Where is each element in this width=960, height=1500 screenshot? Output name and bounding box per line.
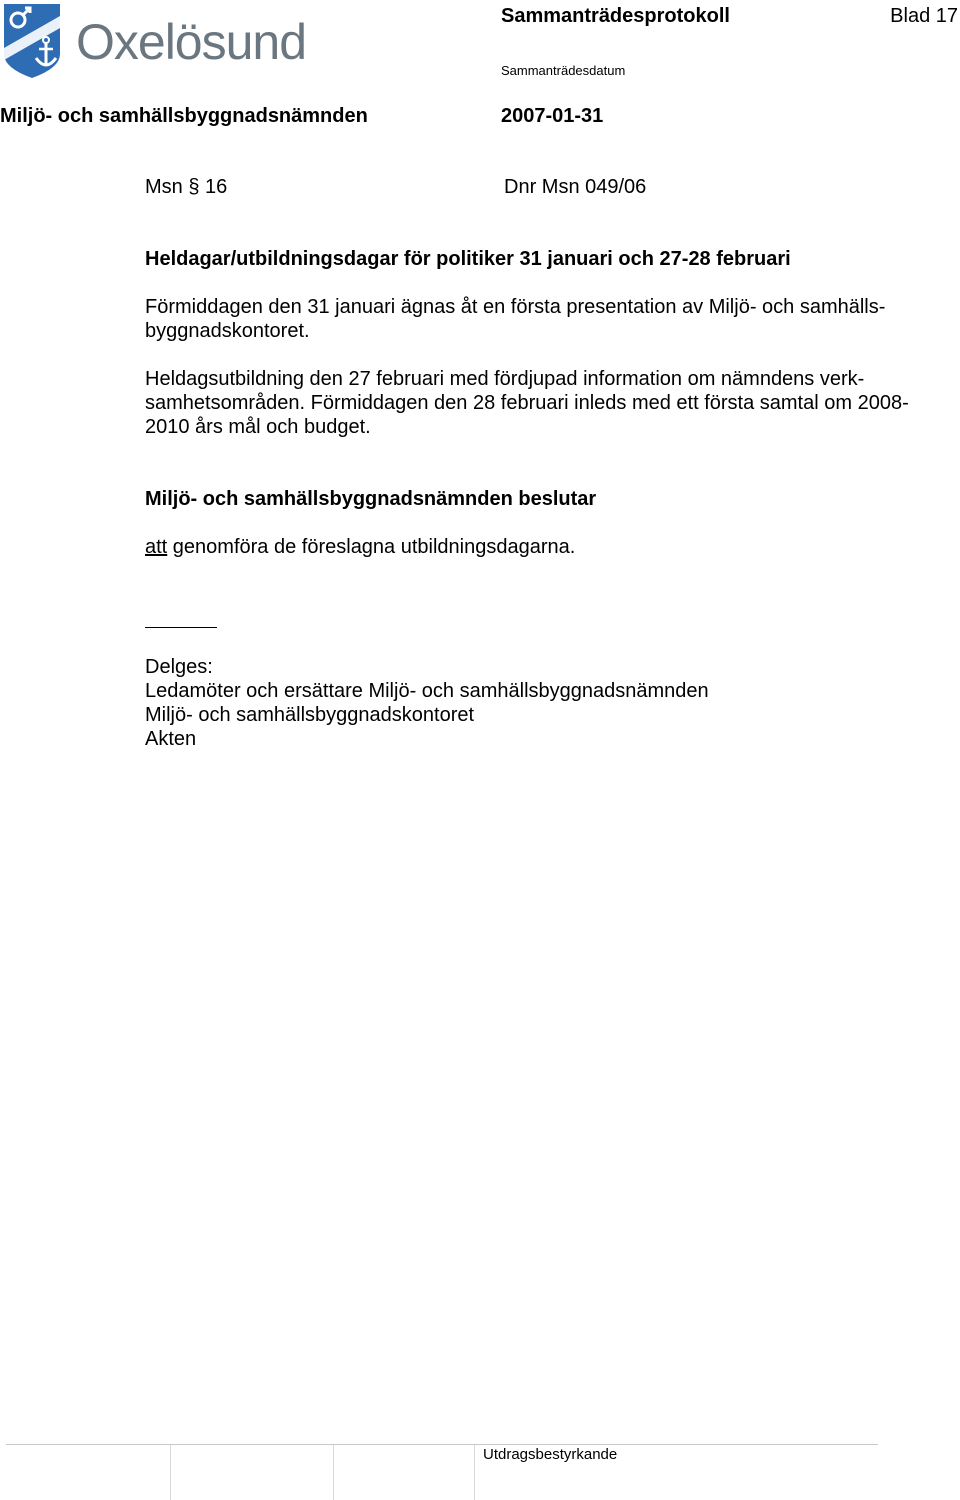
date-label: Sammanträdesdatum — [501, 63, 626, 78]
item-title: Heldagar/utbildningsdagar för politiker 31 januari och 27-28 februari — [145, 248, 791, 270]
certification-label: Utdragsbestyrkande — [483, 1446, 618, 1463]
body-paragraph: Heldagsutbildning den 27 februari med fördjupad information om nämndens verk-samhetsområden. Förmiddagen den 28 februari inleds med ett första samtal om 2008-2010 års mål och budget. — [145, 368, 909, 438]
decision-text — [145, 535, 575, 559]
shield-icon — [2, 2, 62, 80]
footer-divider — [6, 1444, 878, 1445]
list-item: Akten — [145, 728, 197, 750]
decision-att: att — [145, 536, 168, 558]
separator-rule — [145, 627, 217, 628]
decision-heading: Miljö- och samhällsbyggnadsnämnden beslutar — [145, 488, 597, 510]
paragraph-number: Msn § 16 — [145, 176, 228, 198]
list-item: Ledamöter och ersättare Miljö- och samhällsbyggnadsnämnden — [145, 680, 709, 702]
signature-box-divider — [474, 1445, 475, 1500]
distribution-list — [145, 655, 709, 751]
diary-number: Dnr Msn 049/06 — [504, 176, 647, 198]
list-item: Miljö- och samhällsbyggnadskontoret — [145, 704, 475, 726]
logo-wordmark: Oxelösund — [76, 14, 307, 70]
page-number: Blad 17 — [890, 5, 958, 27]
committee-name: Miljö- och samhällsbyggnadsnämnden — [0, 105, 368, 127]
decision-body: genomföra de föreslagna utbildningsdagarna. — [167, 536, 576, 558]
meeting-date: 2007-01-31 — [501, 105, 604, 127]
signature-box-divider — [170, 1445, 171, 1500]
signature-box-divider — [333, 1445, 334, 1500]
body-paragraph: Förmiddagen den 31 januari ägnas åt en första presentation av Miljö- och samhälls-byggnadskontoret. — [145, 296, 886, 342]
distribution-label: Delges: — [145, 656, 213, 678]
document-type: Sammanträdesprotokoll — [501, 5, 730, 27]
